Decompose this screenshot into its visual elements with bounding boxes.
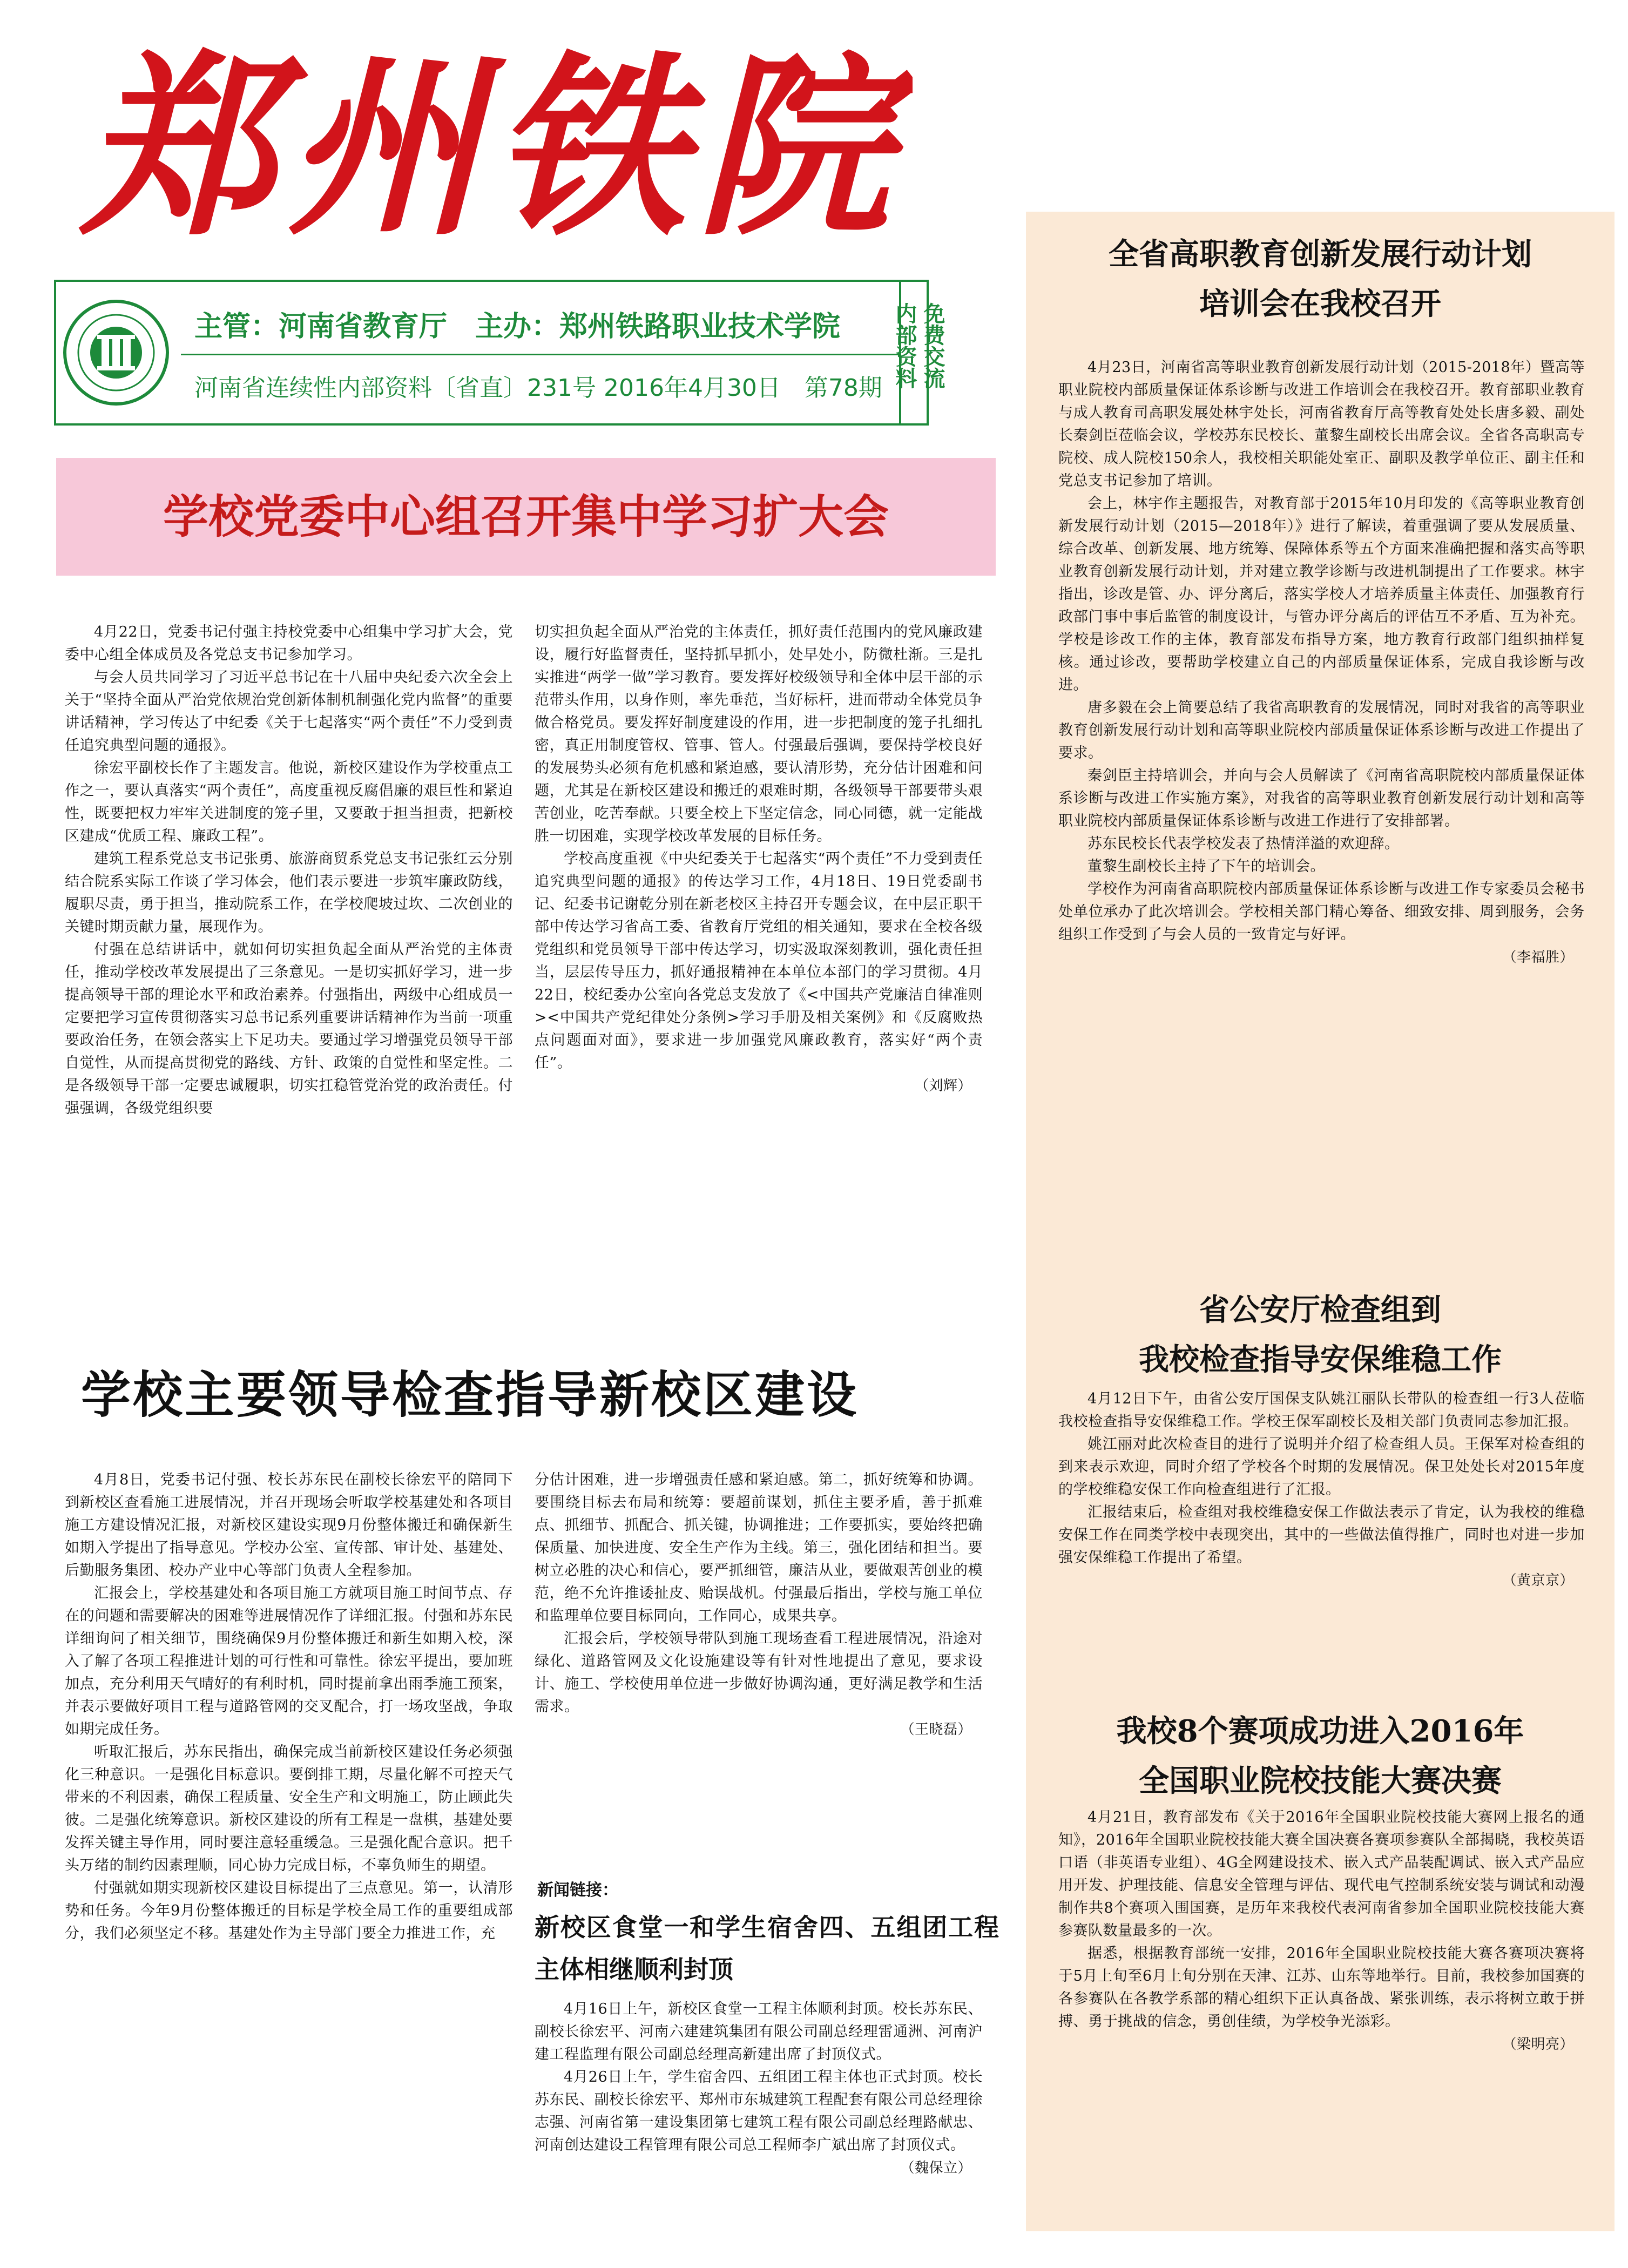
sidebar-story2-headline (1037, 1285, 1604, 1385)
sidebar-story3-body (1058, 1806, 1585, 2056)
masthead-title: 郑州铁院 (81, 33, 902, 259)
headline-line: 省公安厅检查组到 (1199, 1292, 1441, 1328)
news-link-byline: （魏保立） (900, 2160, 972, 2176)
headline-line: 全省高职教育创新发展行动计划 (1109, 237, 1532, 272)
article1-paragraph: 付强在总结讲话中，就如何切实担负起全面从严治党的主体责任，推动学校改革发展提出了三条意见。一是切实抓好学习，进一步提高领导干部的理论水平和政治素养。付强指出，两级中心组成员一定要把学习宣传贯彻落实习总书记系列重要讲话精神作为当前一项重要政治任务，在领会落实上下足功夫。要通过学习增强党员领导干部自觉性，从而提高贯彻党的路线、方针、政策的自觉性和坚定性。二是各级领导干部一定要忠诚履职，切实扛稳管党治党的政治责任。付强强调，各级党组织要 (65, 941, 513, 1117)
news-link-headline: 新校区食堂一和学生宿舍四、五组团工程主体相继顺利封顶 (535, 1913, 999, 1984)
sidebar-paragraph: 姚江丽对此次检查目的进行了说明并介绍了检查组人员。王保军对检查组的到来表示欢迎，同时介绍了学校各个时期的发展情况。保卫处处长对2015年度的学校维稳安保工作向检查组进行了汇报。 (1058, 1436, 1585, 1498)
sidebar-paragraph: 苏东民校长代表学校发表了热情洋溢的欢迎辞。 (1087, 835, 1400, 852)
masthead-info-box (54, 280, 929, 426)
sidebar-paragraph: 董黎生副校长主持了下午的培训会。 (1087, 858, 1325, 875)
article2-column-2 (535, 1469, 983, 1741)
article1-paragraph: 徐宏平副校长作了主题发言。他说，新校区建设作为学校重点工作之一，要认真落实“两个责任”，高度重视反腐倡廉的艰巨性和紧迫性，既要把权力牢牢关进制度的笼子里，又要敢于担当担责，把新校区建成“优质工程、廉政工程”。 (65, 760, 513, 845)
article2-paragraph: 付强就如期实现新校区建设目标提出了三点意见。第一，认清形势和任务。今年9月份整体搬迁的目标是学校全局工作的重要组成部分，我们必须坚定不移。基建处作为主导部门要全力推进工作，充 (65, 1880, 513, 1942)
school-logo-icon (59, 285, 173, 420)
article2-column-1 (65, 1469, 513, 1945)
sidebar-paragraph: 会上，林宇作主题报告，对教育部于2015年10月印发的《高等职业教育创新发展行动计划（2015—2018年）》进行了解读，着重强调了要从发展质量、综合改革、创新发展、地方统筹、保障体系等五个方面来准确把握和落实高等职业教育创新发展行动计划，并对建立教学诊断与改进机制提出了工作要求。林宇指出，诊改是管、办、评分离后，落实学校人才培养质量主体责任、加强教育行政部门事中事后监管的制度设计，与管办评分离后的评估互不矛盾、互为补充。学校是诊改工作的主体，教育部发布指导方案，地方教育行政部门组织抽样复核。通过诊改，要帮助学校建立自己的内部质量保证体系，完成自我诊断与改进。 (1058, 495, 1585, 693)
article1-column-1 (65, 621, 513, 1120)
article1-paragraph: 学校高度重视《中央纪委关于七起落实“两个责任”不力受到责任追究典型问题的通报》的传达学习工作，4月18日、19日党委副书记、纪委书记谢乾分别在新老校区主持召开专题会议，在中层正职干部中传达学习省高工委、省教育厅党组的相关通知，要求在全校各级党组织和党员领导干部中传达学习，切实汲取深刻教训，强化责任担当，层层传导压力，抓好通报精神在本单位本部门的学习贯彻。4月22日，校纪委办公室向各党总支发放了《<中国共产党廉洁自律准则><中国共产党纪律处分条例>学习手册及相关案例》和《反腐败热点问题面对面》，要求进一步加强党风廉政教育，落实好“两个责任”。 (535, 850, 983, 1071)
article1-paragraph: 4月22日，党委书记付强主持校党委中心组集中学习扩大会，党委中心组全体成员及各党总支书记参加学习。 (65, 624, 513, 663)
sidebar-paragraph: 唐多毅在会上简要总结了我省高职教育的发展情况，同时对我省的高等职业教育创新发展行动计划和高等职业院校内部质量保证体系诊断与改进工作提出了要求。 (1058, 699, 1585, 761)
masthead-title-graphic (70, 32, 913, 259)
article2-paragraph: 听取汇报后，苏东民指出，确保完成当前新校区建设任务必须强化三种意识。一是强化目标意识。要倒排工期，尽量化解不可控天气带来的不利因素，确保工程质量、安全生产和文明施工，防止顾此失彼。二是强化统筹意识。新校区建设的所有工程是一盘棋，基建处要发挥关键主导作用，同时要注意轻重缓急。三是强化配合意识。把千头万绪的制约因素理顺，同心协力完成目标，不辜负师生的期望。 (65, 1744, 513, 1874)
sidebar-paragraph: 学校作为河南省高职院校内部质量保证体系诊断与改进工作专家委员会秘书处单位承办了此次培训会。学校相关部门精心筹备、细致安排、周到服务，会务组织工作受到了与会人员的一致肯定与好评。 (1058, 881, 1585, 943)
headline-line: 培训会在我校召开 (1199, 286, 1441, 322)
article1-column-2 (535, 621, 983, 1097)
article1-paragraph: 建筑工程系党总支书记张勇、旅游商贸系党总支书记张红云分别结合院系实际工作谈了学习体会，他们表示要进一步筑牢廉政防线，履职尽责，勇于担当，推动院系工作，在学校爬坡过坎、二次创业的关键时期贡献力量，展现作为。 (65, 850, 513, 935)
sidebar-story3-headline (1037, 1706, 1604, 1806)
sidebar-story1-body (1058, 356, 1585, 969)
article1-paragraph: 切实担负起全面从严治党的主体责任，抓好责任范围内的党风廉政建设，履行好监督责任，坚持抓早抓小，处早处小，防微杜渐。三是扎实推进“两学一做”学习教育。要发挥好校级领导和全体中层干部的示范带头作用，以身作则，率先垂范，当好标杆，进而带动全体党员争做合格党员。要发挥好制度建设的作用，进一步把制度的笼子扎细扎密，真正用制度管权、管事、管人。付强最后强调，要保持学校良好的发展势头必须有危机感和紧迫感，要认清形势，充分估计困难和问题，尤其是在新校区建设和搬迁的艰难时期，各级领导干部要带头艰苦创业，吃苦奉献。只要全校上下坚定信念，同心同德，就一定能战胜一切困难，实现学校改革发展的目标任务。 (535, 624, 983, 845)
article1-byline: （刘辉） (914, 1078, 972, 1094)
headline-line: 全国职业院校技能大赛决赛 (1139, 1763, 1502, 1799)
masthead-internal-label: 内部资料 (892, 302, 917, 389)
sidebar-story1-byline: （李福胜） (1502, 949, 1574, 966)
article2-paragraph: 汇报会上，学校基建处和各项目施工方就项目施工时间节点、存在的问题和需要解决的困难等进展情况作了详细汇报。付强和苏东民详细询问了相关细节，围绕确保9月份整体搬迁和新生如期入校，深入了解了各项工程推进计划的可行性和可靠性。徐宏平提出，要加班加点，充分利用天气晴好的有利时机，同时提前拿出雨季施工预案，并表示要做好项目工程与道路管网的交叉配合，打一场攻坚战，争取如期完成任务。 (65, 1585, 513, 1738)
news-link-body (535, 1998, 983, 2179)
sidebar-story2-body (1058, 1388, 1585, 1592)
sidebar-paragraph: 据悉，根据教育部统一安排，2016年全国职业院校技能大赛各赛项决赛将于5月上旬至6月上旬分别在天津、江苏、山东等地举行。目前，我校参加国赛的各参赛队在各教学系部的精心组织下正认真备战、紧张训练，表示将树立敢于拼搏、勇于挑战的信念，勇创佳绩，为学校争光添彩。 (1058, 1945, 1585, 2030)
news-link-label: 新闻链接： (537, 1881, 618, 1900)
masthead-free-label: 免费交流 (920, 302, 945, 389)
article1-paragraph: 与会人员共同学习了习近平总书记在十八届中央纪委六次全会上关于“坚持全面从严治党依规治党创新体制机制强化党内监督”的重要讲话精神，学习传达了中纪委《关于七起落实“两个责任”不力受到责任追究典型问题的通报》。 (65, 669, 513, 754)
masthead-issue-line: 河南省连续性内部资料〔省直〕231号 2016年4月30日 第78期 (194, 374, 882, 402)
sidebar-paragraph: 4月12日下午，由省公安厅国保支队姚江丽队长带队的检查组一行3人莅临我校检查指导安保维稳工作。学校王保军副校长及相关部门负责同志参加汇报。 (1058, 1390, 1585, 1430)
news-link-paragraph: 4月26日上午，学生宿舍四、五组团工程主体也正式封顶。校长苏东民、副校长徐宏平、郑州市东城建筑工程配套有限公司总经理徐志强、河南省第一建设集团第七建筑工程有限公司副总经理路献忠、河南创达建设工程管理有限公司总工程师李广斌出席了封顶仪式。 (535, 2069, 983, 2154)
sidebar-story2-byline: （黄京京） (1502, 1572, 1574, 1589)
sidebar-paragraph: 4月23日，河南省高等职业教育创新发展行动计划（2015-2018年）暨高等职业院校内部质量保证体系诊断与改进工作培训会在我校召开。教育部职业教育与成人教育司高职发展处林宇处长，河南省教育厅高等教育处处长唐多毅、副处长秦剑臣莅临会议，学校苏东民校长、董黎生副校长出席会议。全省各高职高专院校、成人院校150余人，我校相关职能处室正、副职及教学单位正、副主任和党总支书记参加了培训。 (1058, 359, 1585, 489)
article1-headline: 学校党委中心组召开集中学习扩大会 (163, 490, 889, 543)
sidebar-paragraph: 4月21日，教育部发布《关于2016年全国职业院校技能大赛网上报名的通知》，2016年全国职业院校技能大赛全国决赛各赛项参赛队全部揭晓，我校英语口语（非英语专业组）、4G全网建设技术、嵌入式产品装配调试、嵌入式产品应用开发、护理技能、信息安全管理与评估、现代电气控制系统安装与调试和动漫制作共8个赛项入围国赛，是历年来我校代表河南省参加全国职业院校技能大赛参赛队数量最多的一次。 (1058, 1809, 1585, 1939)
article2-byline: （王晓磊） (900, 1722, 972, 1738)
sidebar-story1-headline (1037, 230, 1604, 329)
news-link-paragraph: 4月16日上午，新校区食堂一工程主体顺利封顶。校长苏东民、副校长徐宏平、河南六建建筑集团有限公司副总经理雷通洲、河南沪建工程监理有限公司副总经理高新建出席了封顶仪式。 (535, 2001, 983, 2063)
headline-line: 我校检查指导安保维稳工作 (1139, 1342, 1502, 1378)
article2-paragraph: 汇报会后，学校领导带队到施工现场查看工程进展情况，沿途对绿化、道路管网及文化设施建设等有针对性地提出了意见，要求设计、施工、学校使用单位进一步做好协调沟通，更好满足教学和生活需求。 (535, 1630, 983, 1715)
masthead-sponsor-line: 主管：河南省教育厅 主办：郑州铁路职业技术学院 (194, 310, 841, 343)
sidebar-paragraph: 汇报结束后，检查组对我校维稳安保工作做法表示了肯定，认为我校的维稳安保工作在同类学校中表现突出，其中的一些做法值得推广，同时也对进一步加强安保维稳工作提出了希望。 (1058, 1504, 1585, 1566)
sidebar-story3-byline: （梁明亮） (1502, 2036, 1574, 2053)
article2-paragraph: 分估计困难，进一步增强责任感和紧迫感。第二，抓好统筹和协调。要围绕目标去布局和统筹：要超前谋划，抓住主要矛盾，善于抓难点、抓细节、抓配合、抓关键，协调推进；工作要抓实，要始终把确保质量、加快进度、安全生产作为主线。第三，强化团结和担当。要树立必胜的决心和信心，要严抓细管，廉洁从业，要做艰苦创业的模范，绝不允许推诿扯皮、贻误战机。付强最后指出，学校与施工单位和监理单位要目标同向，工作同心，成果共享。 (535, 1472, 983, 1624)
sidebar-paragraph: 秦剑臣主持培训会，并向与会人员解读了《河南省高职院校内部质量保证体系诊断与改进工作实施方案》，对我省的高等职业教育创新发展行动计划和高等职业院校内部质量保证体系诊断与改进工作进行了安排部署。 (1058, 767, 1585, 829)
article2-paragraph: 4月8日，党委书记付强、校长苏东民在副校长徐宏平的陪同下到新校区查看施工进展情况，并召开现场会听取学校基建处和各项目施工方建设情况汇报，对新校区建设实现9月份整体搬迁和确保新生如期入学提出了指导意见。学校办公室、宣传部、审计处、基建处、后勤服务集团、校办产业中心等部门负责人全程参加。 (65, 1472, 513, 1579)
headline-line: 我校8个赛项成功进入2016年 (1116, 1713, 1524, 1749)
article2-headline: 学校主要领导检查指导新校区建设 (81, 1366, 859, 1424)
masthead-divider (181, 354, 899, 355)
